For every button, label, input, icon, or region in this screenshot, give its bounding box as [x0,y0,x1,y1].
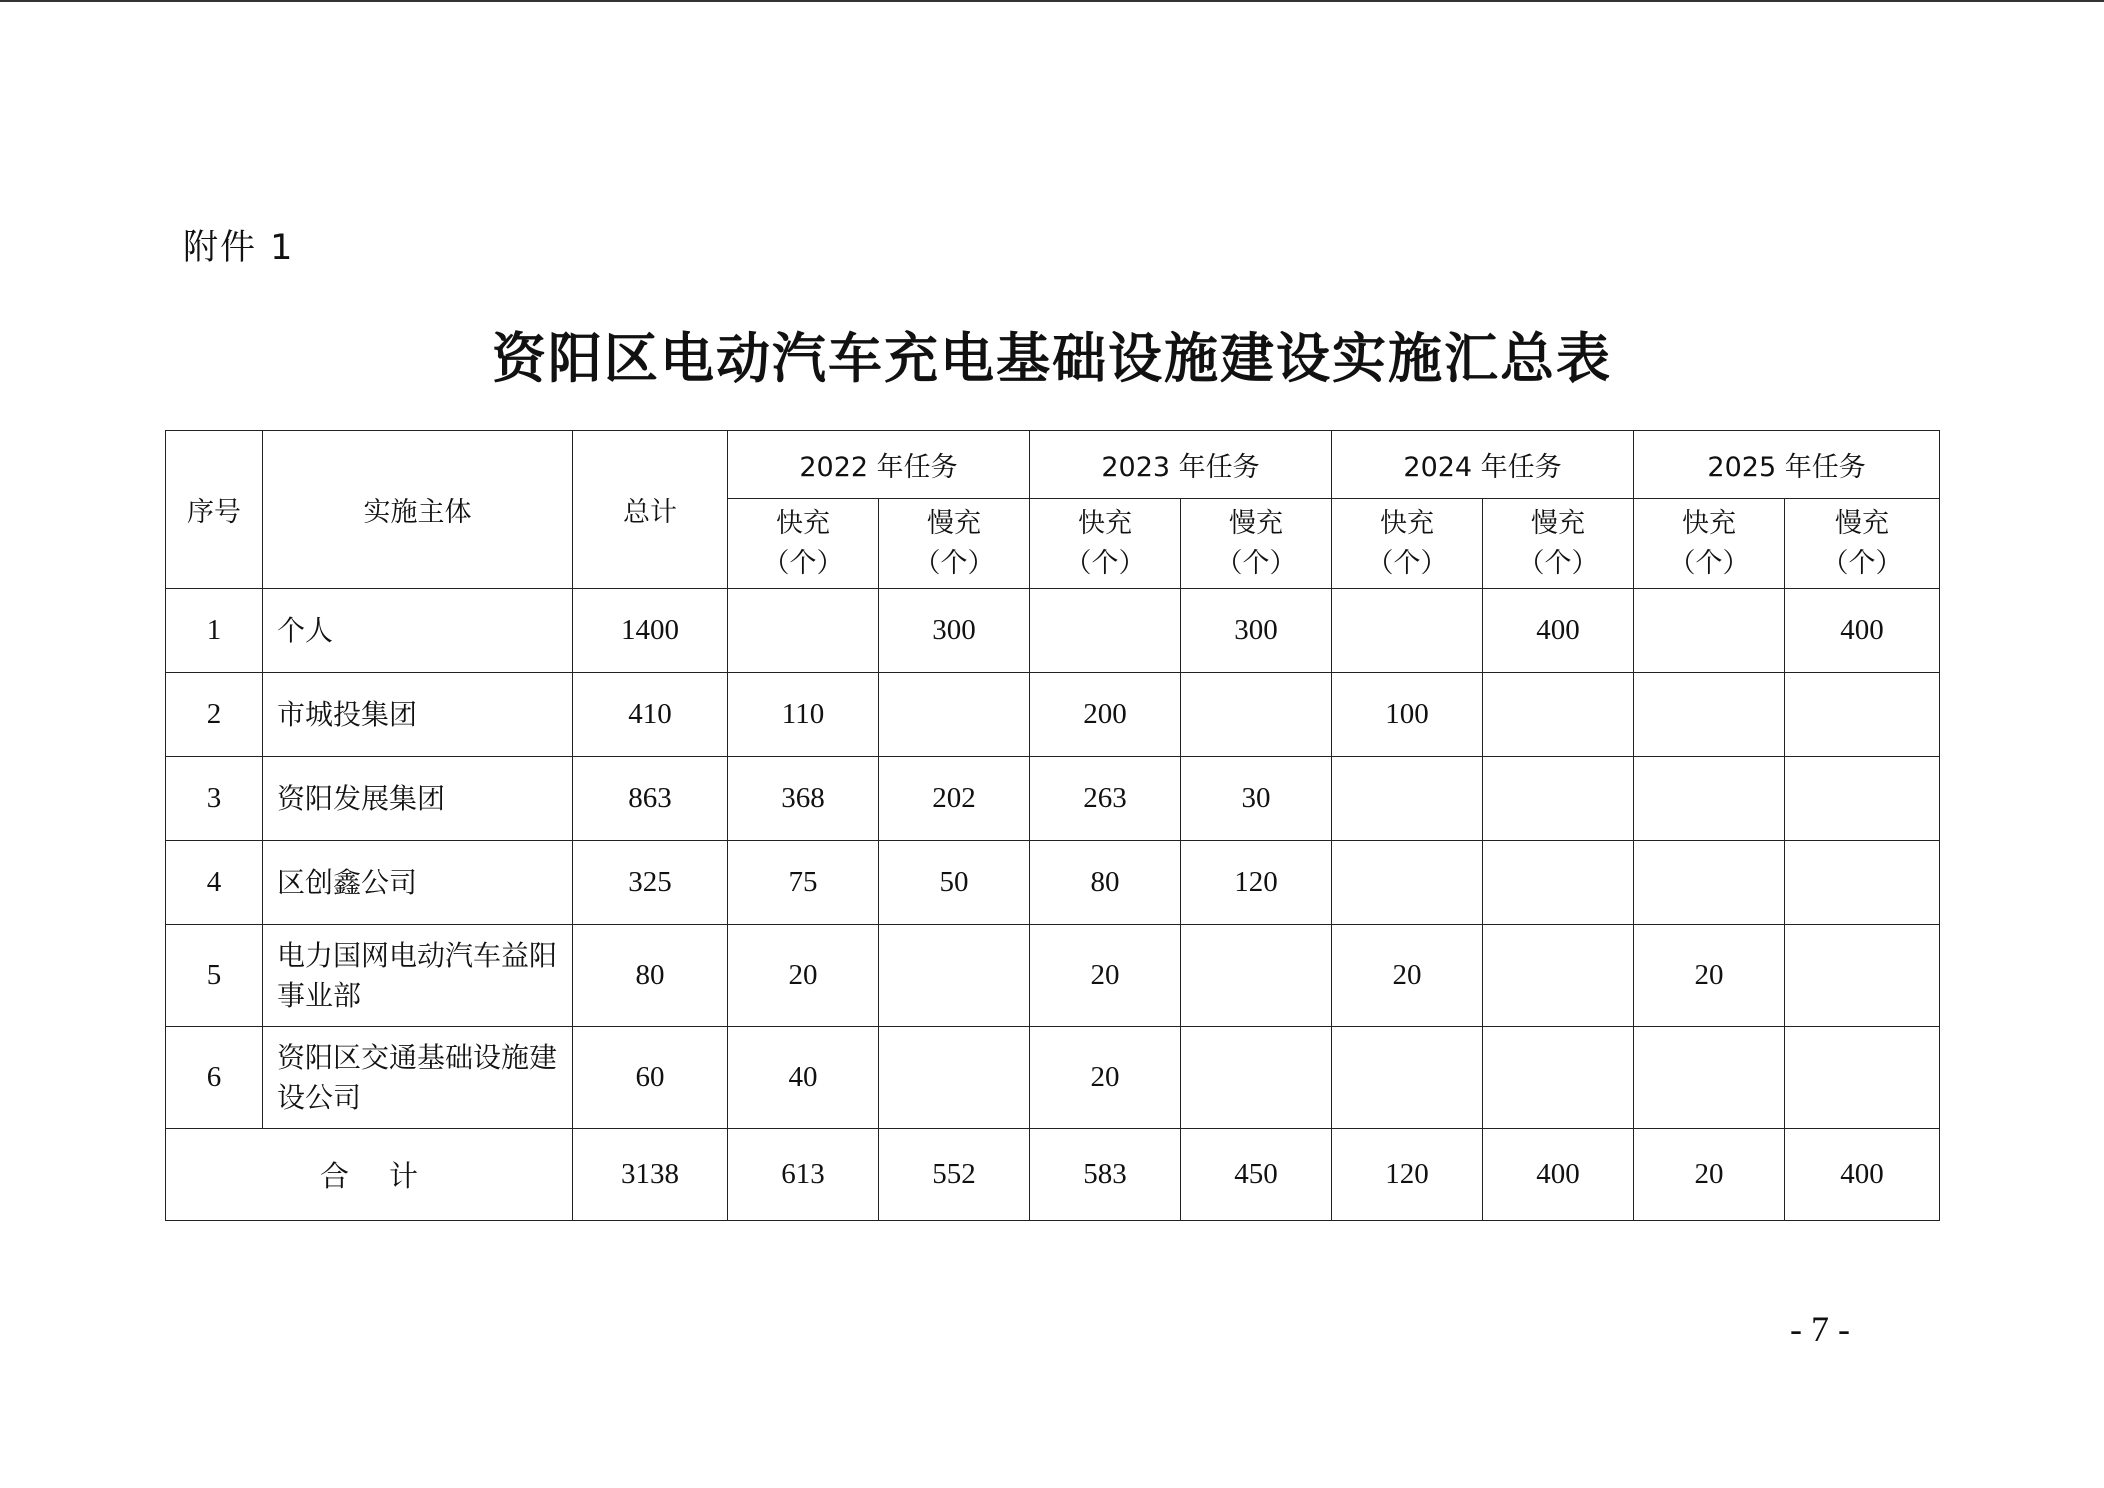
row-value: 202 [879,757,1030,841]
total-value: 120 [1332,1129,1483,1221]
row-entity: 电力国网电动汽车益阳事业部 [263,925,573,1027]
table-row [166,1027,1940,1129]
row-seq: 6 [166,1027,263,1129]
header-fast-label: 快充 [1078,507,1133,539]
row-value: 110 [728,673,879,757]
row-value [1030,589,1181,673]
row-value: 40 [728,1027,879,1129]
header-year-2022: 2022 年任务 [728,431,1030,499]
header-fast-2024 [1332,499,1483,589]
top-border-line [0,0,2104,2]
header-slow-2022 [879,499,1030,589]
row-value: 50 [879,841,1030,925]
header-slow-label: 慢充 [1835,507,1890,539]
header-seq: 序号 [166,431,263,589]
row-value [1332,841,1483,925]
row-entity: 市城投集团 [263,673,573,757]
row-value [879,673,1030,757]
row-value [1785,673,1940,757]
row-value [1785,757,1940,841]
row-value [879,1027,1030,1129]
row-value: 400 [1785,589,1940,673]
table-row [166,841,1940,925]
header-slow-2023 [1181,499,1332,589]
header-slow-label: 慢充 [927,507,981,539]
row-value [728,589,879,673]
total-value: 583 [1030,1129,1181,1221]
row-value: 400 [1483,589,1634,673]
row-seq: 3 [166,757,263,841]
row-entity: 区创鑫公司 [263,841,573,925]
row-value [1634,757,1785,841]
header-slow-label: 慢充 [1531,507,1586,539]
row-value [1785,841,1940,925]
header-unit-label: （个） [1821,547,1903,579]
row-value: 100 [1332,673,1483,757]
row-total: 80 [573,925,728,1027]
row-total: 60 [573,1027,728,1129]
header-unit-label: （个） [1064,547,1146,579]
table-row [166,925,1940,1027]
header-fast-label: 快充 [1380,507,1435,539]
header-year-2024: 2024 年任务 [1332,431,1634,499]
row-seq: 4 [166,841,263,925]
header-fast-label: 快充 [776,507,830,539]
row-value: 20 [1030,925,1181,1027]
header-slow-2025 [1785,499,1940,589]
row-value: 30 [1181,757,1332,841]
row-value [1483,757,1634,841]
header-unit-label: （个） [1668,547,1750,579]
page-title: 资阳区电动汽车充电基础设施建设实施汇总表 [492,327,1612,390]
row-value [1332,589,1483,673]
row-entity: 资阳区交通基础设施建设公司 [263,1027,573,1129]
row-value [1181,673,1332,757]
row-value [1483,925,1634,1027]
row-value: 20 [1332,925,1483,1027]
row-value: 20 [1030,1027,1181,1129]
row-entity: 资阳发展集团 [263,757,573,841]
row-total: 1400 [573,589,728,673]
row-value [1181,925,1332,1027]
row-seq: 1 [166,589,263,673]
header-year-2025: 2025 年任务 [1634,431,1940,499]
header-slow-2024 [1483,499,1634,589]
summary-table [165,430,1940,1221]
row-seq: 2 [166,673,263,757]
row-value [1483,841,1634,925]
row-value [1785,1027,1940,1129]
total-row [166,1129,1940,1221]
row-value [1483,1027,1634,1129]
header-unit-label: （个） [1517,547,1599,579]
row-value: 120 [1181,841,1332,925]
header-unit-label: （个） [762,547,844,579]
total-value: 450 [1181,1129,1332,1221]
row-seq: 5 [166,925,263,1027]
header-fast-2022 [728,499,879,589]
row-value: 200 [1030,673,1181,757]
row-value [1332,757,1483,841]
row-total: 325 [573,841,728,925]
row-value: 80 [1030,841,1181,925]
row-total: 410 [573,673,728,757]
header-unit-label: （个） [1366,547,1448,579]
row-value [1332,1027,1483,1129]
row-value: 75 [728,841,879,925]
header-fast-2025 [1634,499,1785,589]
row-total: 863 [573,757,728,841]
total-value: 20 [1634,1129,1785,1221]
page-number: - 7 - [1790,1309,1850,1349]
header-entity: 实施主体 [263,431,573,589]
attachment-label: 附件 1 [183,228,295,268]
total-value: 400 [1483,1129,1634,1221]
row-value: 20 [1634,925,1785,1027]
row-value [1785,925,1940,1027]
total-value: 552 [879,1129,1030,1221]
row-value: 368 [728,757,879,841]
header-year-2023: 2023 年任务 [1030,431,1332,499]
header-unit-label: （个） [913,547,995,579]
header-total: 总计 [573,431,728,589]
row-value [1634,589,1785,673]
header-slow-label: 慢充 [1229,507,1284,539]
row-entity: 个人 [263,589,573,673]
header-row-years [166,431,1940,499]
table-row [166,757,1940,841]
header-fast-label: 快充 [1682,507,1737,539]
header-fast-2023 [1030,499,1181,589]
row-value: 20 [728,925,879,1027]
total-value: 400 [1785,1129,1940,1221]
header-unit-label: （个） [1215,547,1297,579]
row-value [1181,1027,1332,1129]
total-sum: 3138 [573,1129,728,1221]
row-value [879,925,1030,1027]
row-value: 263 [1030,757,1181,841]
total-value: 613 [728,1129,879,1221]
total-label: 合计 [166,1129,573,1221]
row-value: 300 [1181,589,1332,673]
table-row [166,673,1940,757]
table-row [166,589,1940,673]
row-value [1483,673,1634,757]
row-value [1634,1027,1785,1129]
row-value: 300 [879,589,1030,673]
row-value [1634,841,1785,925]
row-value [1634,673,1785,757]
